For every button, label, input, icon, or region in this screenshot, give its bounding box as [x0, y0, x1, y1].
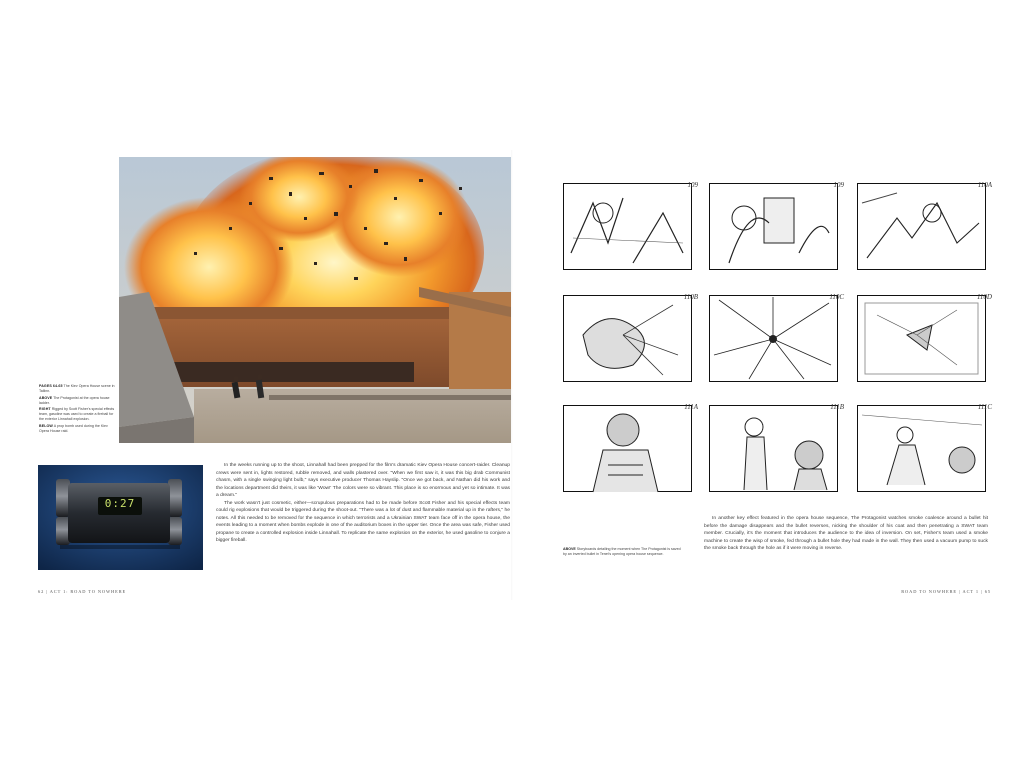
body-paragraph: In the weeks running up to the shoot, Linnahall had been prepped for the film's dramatic Kiev Opera House concert-raider. Cleanup crews were sent in, lights restored, rubble removed, and walls plastered over. "When we first saw it, it was this big drab Communist chasm, with a single swinging light bulb," says executive producer Thomas Hayslip. "Once we got back, and Nathan did his work and the locations department did theirs, it was like 'Wow!' The colors were so vibrant. This place is so enormous and yet so intimate. It was a dream." [216, 463, 510, 499]
storyboard-shot-label: 110C [829, 293, 844, 301]
storyboard-panel [709, 403, 844, 492]
photo-captions [39, 384, 115, 435]
explosion-photo [119, 157, 511, 443]
storyboard-panel [709, 181, 844, 270]
caption-above-label: ABOVE [39, 395, 53, 400]
storyboard-shot-label: 111C [977, 403, 992, 411]
right-folio: ROAD TO NOWHERE | ACT 1 | 65 [901, 589, 991, 594]
storyboard-panel [709, 293, 844, 382]
storyboard-caption-text: Storyboards detailing the moment when The Protagonist is saved by an inverted bullet in Tenet's opening opera house sequence. [563, 547, 681, 556]
left-folio: 62 | ACT 1: ROAD TO NOWHERE [38, 589, 127, 594]
storyboard-panel [563, 181, 698, 270]
storyboard-shot-label: 111A [684, 403, 698, 411]
storyboard-panel [857, 293, 992, 382]
caption-right-text: Rigged by Scott Fisher's special effects team, gasoline was used to create a fireball for the exterior Linnahall explosion. [39, 407, 115, 421]
caption-right-label: RIGHT [39, 407, 51, 411]
book-gutter [511, 150, 513, 600]
bomb-device-photo [38, 465, 203, 570]
storyboard-caption-label: ABOVE [563, 547, 576, 551]
caption-opposite-text: The Kiev Opera House scene in Tallinn. [39, 384, 115, 393]
storyboard-panel [563, 293, 698, 382]
storyboard-panel [563, 403, 698, 492]
storyboard-shot-label: 110D [976, 293, 992, 301]
storyboard-shot-label: 110A [977, 181, 992, 189]
body-paragraph: In another key effect featured in the opera house sequence, The Protagonist watches smoke coalesce around a bullet hit before the damage disappears and the bullet reverses, nicking the shoulder of his coat and then penetrating a SWAT team member. Crucially, it's the moment that introduces the audience to the idea of inversion. On set, Fisher's team used a smoke machine to create the wisp of smoke, fed through a bullet hole they had made in the wall. They then used a vacuum pump to suck the smoke back through the hole as if it were moving in reverse. [704, 516, 988, 552]
storyboard-caption [563, 547, 683, 557]
left-body-text [216, 462, 510, 545]
caption-opposite-label: PAGES 64-65 [39, 384, 63, 388]
device-timer-display: 0:27 [104, 497, 136, 510]
storyboard-panel [857, 181, 992, 270]
body-paragraph: The work wasn't just cosmetic, either—scrupulous preparations had to be made before Scott Fisher and his special effects team could rig explosions that would be triggered during the shoot-out. "There was a lot of dust and flammable material up in the rafters," he notes. All this needed to be removed for the sequence in which terrorists and a Ukrainian SWAT team face off in the opera house, the events leading to a moment when bombs explode in one of the auditorium boxes in the upper tier. Once the area was safe, Fisher used propane to create a controlled explosion inside Linnahall. To replicate the same explosion on the exterior, he used gasoline to conjure a bigger fireball. [216, 500, 510, 544]
caption-below-label: BELOW [39, 423, 53, 428]
right-body-text [704, 515, 988, 553]
storyboard-shot-label: 111B [830, 403, 844, 411]
storyboard-panel [857, 403, 992, 492]
storyboard-shot-label: 110B [683, 293, 698, 301]
storyboard-shot-label: 109 [833, 181, 844, 189]
caption-above-text: The Protagonist at the opera house ladder. [39, 395, 110, 405]
storyboard-shot-label: 109 [687, 181, 698, 189]
caption-below-text: A prop bomb used during the Kiev Opera House raid. [39, 423, 108, 433]
